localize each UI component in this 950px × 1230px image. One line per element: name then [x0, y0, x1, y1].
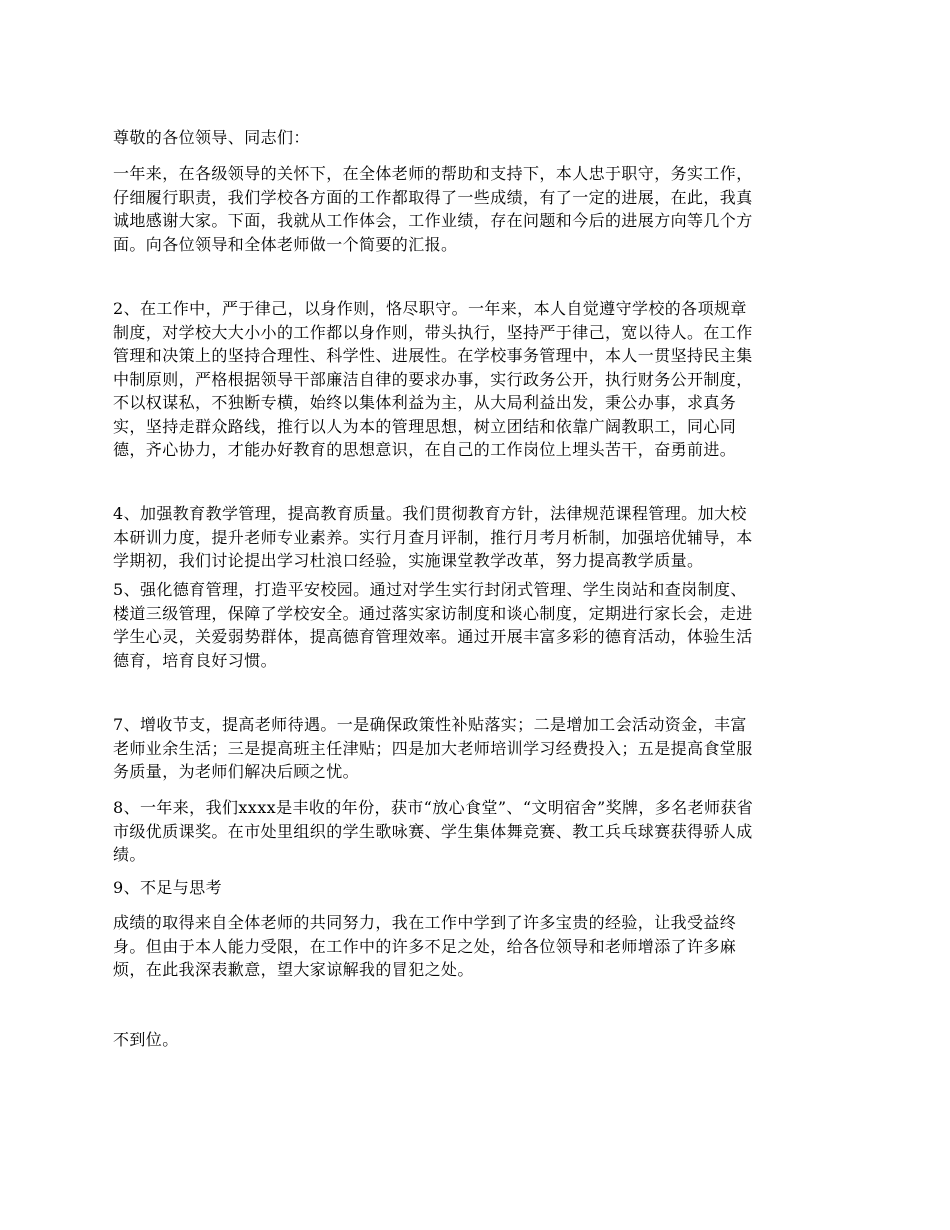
item-7-paragraph — [113, 713, 840, 784]
text-line: 4、加强教育教学管理，提高教育质量。我们贯彻教育方针，法律规范课程管理。加大校 — [113, 504, 747, 523]
text-line: 实，坚持走群众路线，推行以人为本的管理思想，树立团结和依靠广阔教职工，同心同 — [113, 416, 737, 436]
item-5-paragraph — [113, 578, 840, 672]
item-8-paragraph — [113, 796, 840, 867]
text-line: 市级优质课奖。在市处里组织的学生歌咏赛、学生集体舞竞赛、教工兵乓球赛获得骄人成 — [113, 821, 753, 841]
text-line: 成绩的取得来自全体老师的共同努力，我在工作中学到了许多宝贵的经验，让我受益终 — [113, 913, 737, 932]
conclusion-paragraph — [113, 911, 840, 982]
item-9-paragraph — [113, 876, 840, 900]
text-line: 烦，在此我深表歉意，望大家谅解我的冒犯之处。 — [113, 960, 474, 979]
text-line: 楼道三级管理，保障了学校安全。通过落实家访制度和谈心制度，定期进行家长会，走进 — [113, 603, 753, 623]
text-line: 不到位。 — [113, 1030, 179, 1049]
text-line: 9、不足与思考 — [113, 878, 222, 897]
text-line: 本研训力度，提升老师专业素养。实行月查月评制，推行月考月析制，加强培优辅导，本 — [113, 527, 753, 547]
text-line: 2、在工作中，严于律己，以身作则，恪尽职守。一年来，本人自觉遵守学校的各项规章 — [113, 299, 747, 318]
item-2-paragraph — [113, 297, 840, 462]
text-line: 学期初，我们讨论提出学习杜浪口经验，实施课堂教学改革，努力提高教学质量。 — [113, 551, 704, 570]
text-line: 制度，对学校大大小小的工作都以身作则，带头执行，坚持严于律己，宽以待人。在工作 — [113, 322, 753, 342]
text-line: 尊敬的各位领导、同志们： — [113, 128, 310, 147]
item-4-paragraph — [113, 502, 840, 573]
text-line: 管理和决策上的坚持合理性、科学性、进展性。在学校事务管理中，本人一贯坚持民主集 — [113, 346, 753, 365]
text-line: 绩。 — [113, 845, 146, 864]
text-line: 8、一年来，我们xxxx是丰收的年份，获市“放心食堂”、“文明宿舍”奖牌，多名老师获省 — [113, 798, 754, 817]
text-line: 身。但由于本人能力受限，在工作中的许多不足之处，给各位领导和老师增添了许多麻 — [113, 936, 737, 956]
text-line: 一年来，在各级领导的关怀下，在全体老师的帮助和支持下，本人忠于职守，务实工作， — [113, 164, 753, 183]
text-line: 德，齐心协力，才能办好教育的思想意识，在自己的工作岗位上埋头苦干，奋勇前进。 — [113, 440, 737, 459]
text-line: 仔细履行职责，我们学校各方面的工作都取得了一些成绩，有了一定的进展，在此，我真 — [113, 187, 753, 207]
intro-paragraph — [113, 162, 840, 256]
text-line: 诚地感谢大家。下面，我就从工作体会，工作业绩，存在问题和今后的进展方向等几个方 — [113, 211, 753, 230]
text-line: 学生心灵，关爱弱势群体，提高德育管理效率。通过开展丰富多彩的德育活动，体验生活 — [113, 627, 753, 646]
text-line: 不以权谋私，不独断专横，始终以集体利益为主，从大局利益出发，秉公办事，求真务 — [113, 393, 737, 412]
salutation-paragraph — [113, 126, 840, 150]
text-line: 中制原则，严格根据领导干部廉洁自律的要求办事，实行政务公开，执行财务公开制度， — [113, 369, 753, 389]
text-line: 5、强化德育管理，打造平安校园。通过对学生实行封闭式管理、学生岗站和查岗制度、 — [113, 580, 747, 599]
text-line: 面。向各位领导和全体老师做一个简要的汇报。 — [113, 234, 458, 254]
closing-paragraph — [113, 1028, 840, 1052]
text-line: 7、增收节支，提高老师待遇。一是确保政策性补贴落实；二是增加工会活动资金，丰富 — [113, 715, 747, 734]
text-line: 务质量，为老师们解决后顾之忧。 — [113, 762, 360, 781]
text-line: 德育，培育良好习惯。 — [113, 650, 278, 670]
text-line: 老师业余生活；三是提高班主任津贴；四是加大老师培训学习经费投入；五是提高食堂服 — [113, 738, 753, 758]
